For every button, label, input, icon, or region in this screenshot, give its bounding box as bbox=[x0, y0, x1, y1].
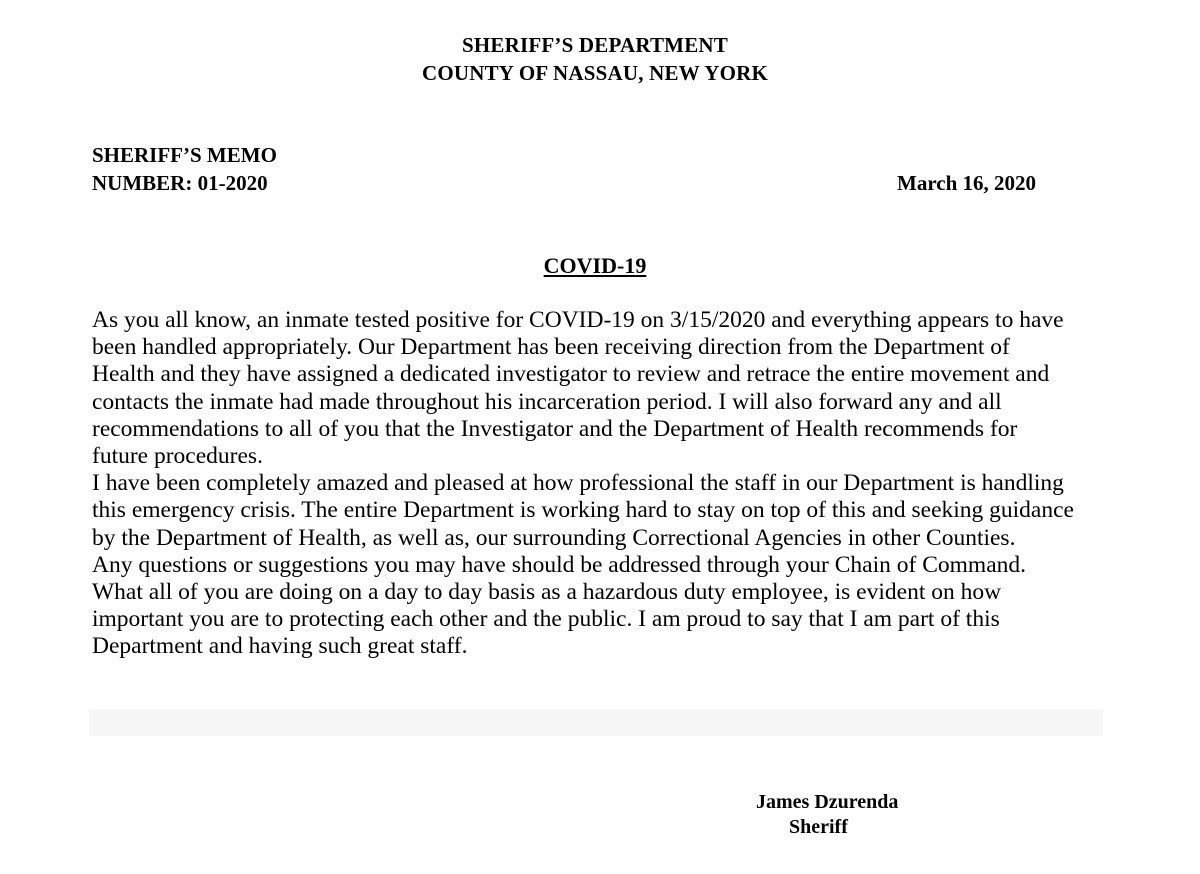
body-line: contacts the inmate had made throughout his incarceration period. I will also forward any and all bbox=[92, 388, 1002, 415]
body-line: by the Department of Health, as well as, our surrounding Correctional Agencies in other Counties. bbox=[92, 524, 1016, 551]
memo-info bbox=[92, 141, 277, 197]
body-line: As you all know, an inmate tested positive for COVID-19 on 3/15/2020 and everything appears to have bbox=[92, 307, 1064, 333]
letterhead bbox=[0, 31, 1190, 87]
body-line: What all of you are doing on a day to day basis as a hazardous duty employee, is evident on how bbox=[92, 579, 1002, 606]
memo-type: SHERIFF’S MEMO bbox=[92, 143, 277, 167]
memo-subject: COVID-19 bbox=[543, 253, 647, 278]
body-line: been handled appropriately. Our Department has been receiving direction from the Department of bbox=[92, 334, 1010, 361]
county-title: COUNTY OF NASSAU, NEW YORK bbox=[421, 61, 769, 85]
body-line: future procedures. bbox=[92, 443, 263, 470]
body-line: Health and they have assigned a dedicated investigator to review and retrace the entire movement and bbox=[92, 361, 1050, 388]
memo-date: March 16, 2020 bbox=[897, 171, 1037, 195]
memo-body bbox=[92, 307, 1104, 661]
scan-artifact-band bbox=[89, 709, 1103, 736]
body-line: important you are to protecting each other and the public. I am proud to say that I am part of this bbox=[92, 606, 1000, 633]
department-title: SHERIFF’S DEPARTMENT bbox=[462, 33, 728, 57]
signature-name: James Dzurenda bbox=[756, 791, 899, 813]
body-line: recommendations to all of you that the Investigator and the Department of Health recommends for bbox=[92, 415, 1018, 442]
memo-number: NUMBER: 01-2020 bbox=[92, 171, 268, 195]
signature-title: Sheriff bbox=[789, 816, 848, 838]
body-line: I have been completely amazed and pleased at how professional the staff in our Department is handling bbox=[92, 470, 1064, 497]
body-line: this emergency crisis. The entire Department is working hard to stay on top of this and seeking guidance bbox=[92, 497, 1074, 524]
body-line: Any questions or suggestions you may have should be addressed through your Chain of Command. bbox=[92, 551, 1027, 578]
body-line: Department and having such great staff. bbox=[92, 633, 468, 660]
